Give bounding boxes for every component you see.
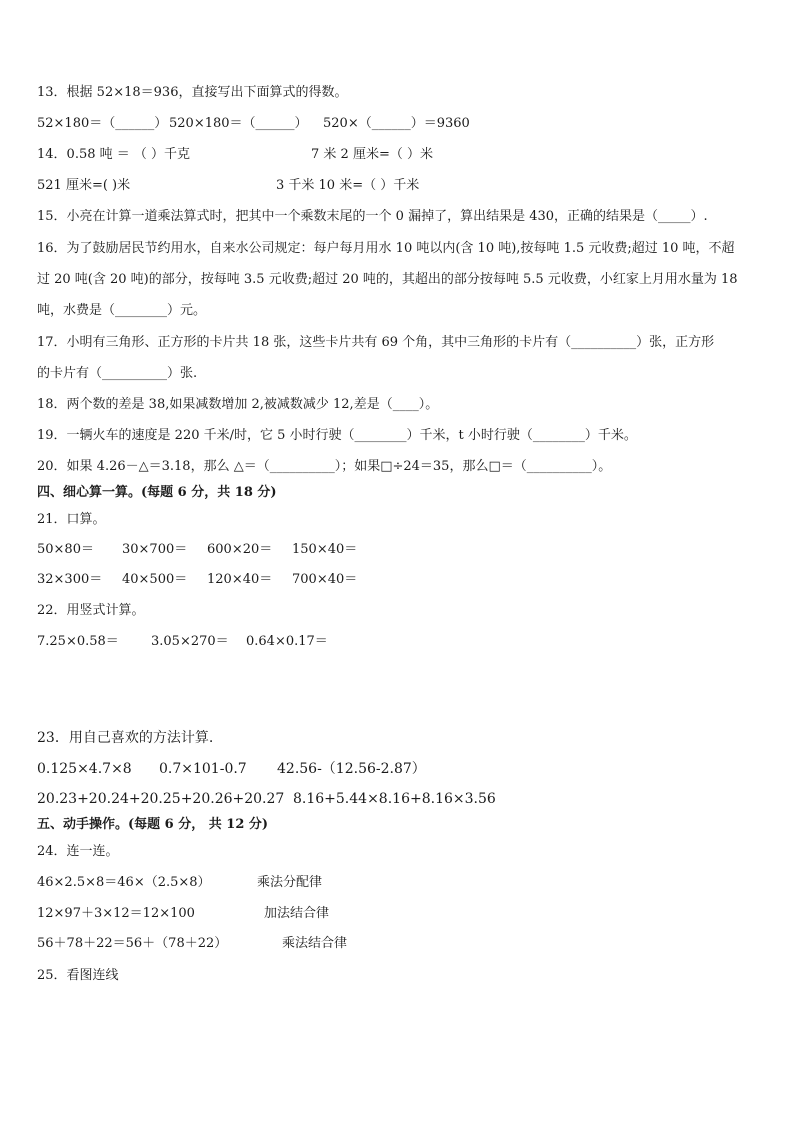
q22-item: 3.05×270＝	[151, 634, 229, 649]
q13-stem: 13．根据 52×18＝936，直接写出下面算式的得数。	[37, 85, 348, 100]
q21-item: 120×40＝	[207, 572, 273, 587]
q21-item: 40×500＝	[122, 572, 188, 587]
q13-items	[37, 115, 470, 133]
q16-line2: 过 20 吨(含 20 吨)的部分，按每吨 3.5 元收费;超过 20 吨的，其超出的部分按每吨 5.5 元收费，小红家上月用水量为 18	[37, 272, 738, 287]
q21-item: 30×700＝	[122, 542, 188, 557]
q14-row1	[37, 146, 433, 164]
q23-item: 20.23+20.24+20.25+20.26+20.27	[37, 791, 285, 807]
q20-text: 20．如果 4.26－△＝3.18，那么 △＝（__________）；如果□÷24＝35，那么□＝（__________）。	[37, 459, 612, 474]
q23-item: 0.125×4.7×8	[37, 761, 132, 777]
q14-item: 521 厘米=( )米	[37, 178, 131, 193]
q21-item: 150×40＝	[292, 542, 358, 557]
q13-item: 520×180＝（______）	[169, 116, 308, 131]
q24-right-law: 乘法分配律	[257, 875, 323, 890]
q24-row	[37, 935, 347, 953]
q24-left-expression: 56＋78＋22＝56＋（78＋22）	[37, 936, 228, 951]
q13-item: 520×（______）＝9360	[323, 116, 470, 131]
q24-right-law: 乘法结合律	[282, 936, 348, 951]
q24-row	[37, 874, 322, 892]
q24-left-expression: 46×2.5×8＝46×（2.5×8）	[37, 875, 211, 890]
q14-item: 3 千米 10 米=（ ）千米	[276, 178, 420, 193]
q16-line3: 吨，水费是（________）元。	[37, 303, 207, 318]
q17-line2: 的卡片有（__________）张.	[37, 366, 198, 381]
section-5-heading: 五、动手操作。(每题 6 分， 共 12 分)	[37, 817, 269, 832]
q22-item: 7.25×0.58＝	[37, 634, 119, 649]
q21-item: 700×40＝	[292, 572, 358, 587]
q14-row2	[37, 177, 419, 195]
q21-stem: 21．口算。	[37, 512, 106, 527]
q23-row1	[37, 760, 426, 778]
q19-text: 19．一辆火车的速度是 220 千米/时，它 5 小时行驶（________）千米，t 小时行驶（________）千米。	[37, 428, 637, 443]
q23-stem: 23．用自己喜欢的方法计算.	[37, 730, 214, 746]
q14-item: 7 米 2 厘米=（ ）米	[311, 147, 433, 162]
q22-items	[37, 633, 328, 651]
q23-item: 8.16+5.44×8.16+8.16×3.56	[293, 791, 496, 807]
q21-item: 50×80＝	[37, 542, 94, 557]
q24-row	[37, 905, 329, 923]
q18-text: 18．两个数的差是 38,如果减数增加 2,被减数减少 12,差是（____）。	[37, 397, 439, 412]
q23-item: 42.56-（12.56-2.87）	[277, 761, 426, 777]
q21-item: 32×300＝	[37, 572, 103, 587]
q21-row2	[37, 571, 357, 589]
q15-text: 15．小亮在计算一道乘法算式时，把其中一个乘数末尾的一个 0 漏掉了，算出结果是 430，正确的结果是（_____）.	[37, 209, 708, 224]
q25-text: 25．看图连线	[37, 968, 119, 983]
q13-item: 52×180＝（______）	[37, 116, 168, 131]
q22-item: 0.64×0.17＝	[246, 634, 328, 649]
q16-line1: 16．为了鼓励居民节约用水，自来水公司规定：每户每月用水 10 吨以内(含 10 吨),按每吨 1.5 元收费;超过 10 吨，不超	[37, 241, 735, 256]
q24-stem: 24．连一连。	[37, 844, 119, 859]
q14-item: 14．0.58 吨 ＝ （ ）千克	[37, 147, 191, 162]
q23-item: 0.7×101-0.7	[159, 761, 247, 777]
q17-line1: 17．小明有三角形、正方形的卡片共 18 张，这些卡片共有 69 个角，其中三角形的卡片有（__________）张，正方形	[37, 335, 715, 350]
q21-item: 600×20＝	[207, 542, 273, 557]
section-4-heading: 四、细心算一算。(每题 6 分，共 18 分)	[37, 485, 277, 500]
q24-left-expression: 12×97＋3×12＝12×100	[37, 906, 195, 921]
q21-row1	[37, 541, 357, 559]
q23-row2	[37, 790, 496, 808]
q24-right-law: 加法结合律	[264, 906, 330, 921]
q22-stem: 22．用竖式计算。	[37, 603, 145, 618]
